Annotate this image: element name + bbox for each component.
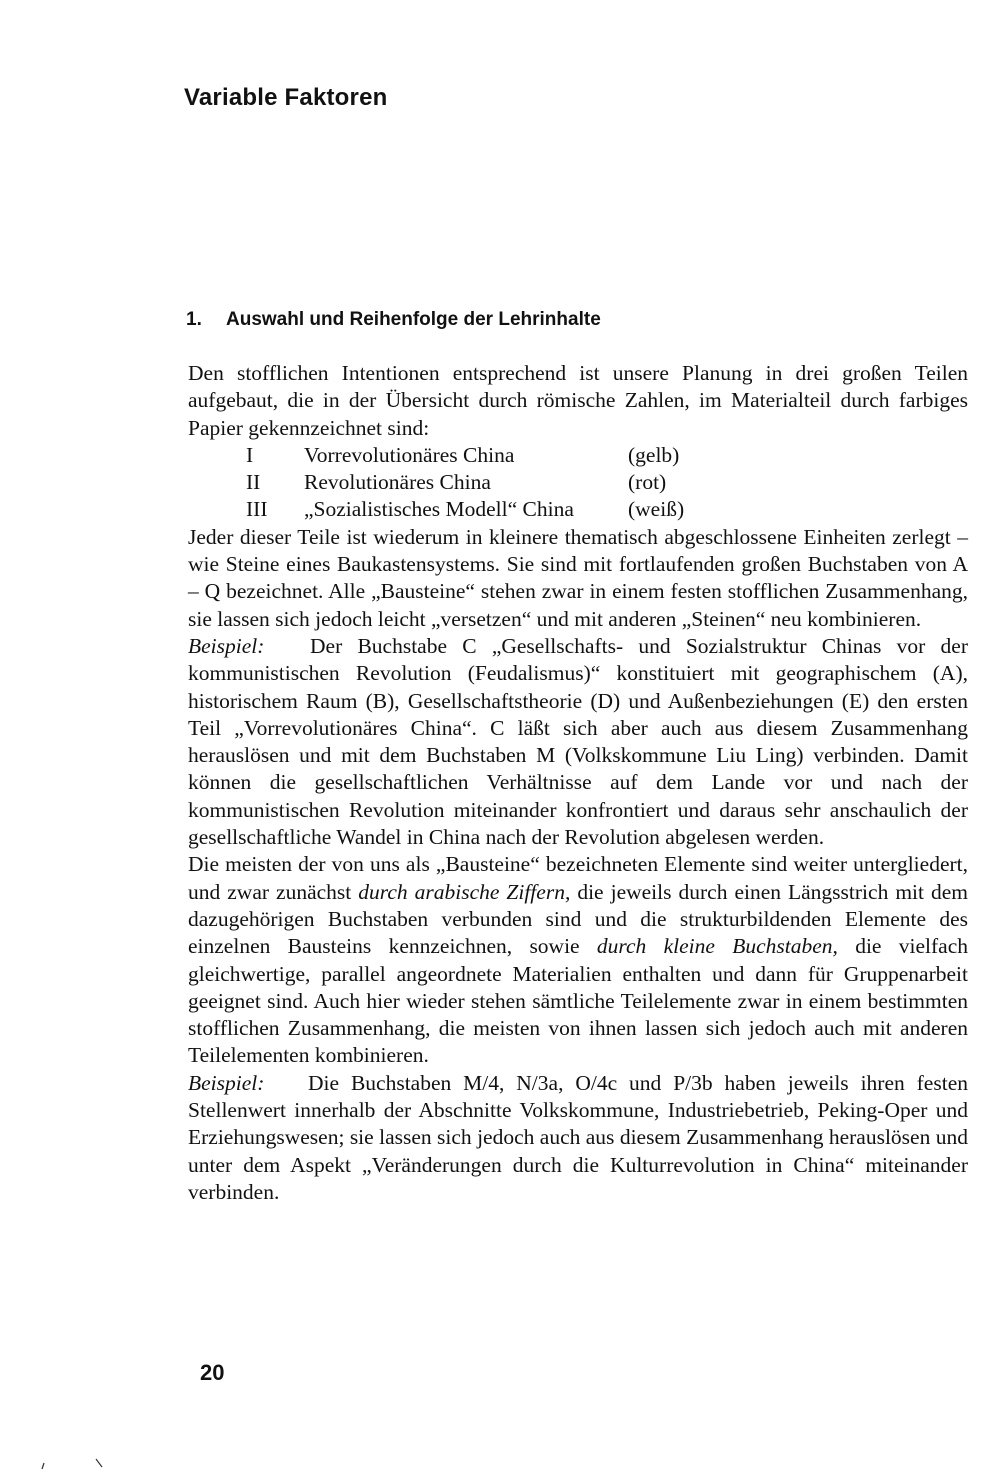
example-text: Der Buchstabe C „Gesellschafts- und Sozialstruktur Chinas vor der kommunistischen Revolution (Feudalismus)“ konstituiert mit geographischem (A), historischem Raum (B), Gesellschaftstheorie (D) und Außenbeziehungen (E) den ersten Teil „Vorrevolutionäres China“. C läßt sich aber auch aus diesem Zusammenhang herauslösen und mit dem Buchstaben M (Volkskommune Liu Ling) verbinden. Damit können die gesellschaftlichen Verhältnisse auf dem Lande vor und nach der kommunistischen Revolution miteinander konfrontiert und daraus sehr anschaulich der gesellschaftliche Wandel in China nach der Revolution abgelesen werden. bbox=[188, 633, 968, 850]
page-number: 20 bbox=[200, 1360, 225, 1385]
intro-paragraph: Den stofflichen Intentionen entsprechend ist unsere Planung in drei großen Teilen aufgebaut, die in der Übersicht durch römische Zahlen, im Materialteil durch farbiges Papier gekennzeichnet sind: bbox=[188, 361, 968, 440]
running-head: Variable Faktoren bbox=[184, 84, 388, 111]
paragraph-text: die jeweils durch einen Längsstrich mit dem dazugehörigen Buchstaben verbunden sind und die strukturbildenden Elemente des einzelnen Bausteins kennzeichnen, sowie bbox=[188, 879, 968, 959]
paragraph-text: die vielfach gleichwertige, parallel angeordnete Materialien enthalten und dann für Gruppenarbeit geeignet sind. Auch hier wieder stehen sämtliche Teilelemente zwar in einem bestimmten stofflichen Zusammenhang, die meisten von ihnen lassen sich jedoch auch mit anderen Teilelementen kombinieren. bbox=[188, 934, 968, 1068]
list-item bbox=[188, 496, 968, 523]
example-2 bbox=[188, 1070, 968, 1206]
part-title: Revolutionäres China bbox=[304, 470, 491, 495]
paragraph-text: Die meisten der von uns als „Bausteine“ bezeichneten Elemente sind weiter untergliedert, und zwar zunächst bbox=[188, 852, 968, 904]
paragraph-subdivision bbox=[188, 851, 968, 1069]
part-numeral: II bbox=[246, 470, 261, 495]
list-item bbox=[188, 442, 968, 469]
example-1 bbox=[188, 633, 968, 851]
part-color: (weiß) bbox=[628, 497, 685, 522]
section-number: 1. bbox=[186, 309, 202, 330]
parts-list bbox=[188, 442, 968, 524]
part-numeral: III bbox=[246, 497, 268, 522]
emphasis-arabic-numerals: durch arabische Ziffern, bbox=[358, 879, 571, 904]
paragraph-building-blocks: Jeder dieser Teile ist wiederum in kleinere thematisch abgeschlossene Einheiten zerlegt – wie Steine eines Baukastensystems. Sie sind mit fortlaufenden großen Buchstaben von A – Q bezeichnet. Alle „Bausteine“ stehen zwar in einem festen stofflichen Zusammenhang, sie lassen sich jedoch leicht „versetzen“ und mit anderen „Steinen“ neu kombinieren. bbox=[188, 524, 968, 631]
section-heading bbox=[186, 309, 601, 331]
part-title: Vorrevolutionäres China bbox=[304, 442, 515, 467]
part-color: (gelb) bbox=[628, 442, 680, 467]
part-color: (rot) bbox=[628, 470, 667, 495]
part-numeral: I bbox=[246, 442, 254, 467]
part-title: „Sozialistisches Modell“ China bbox=[304, 497, 574, 522]
section-title: Auswahl und Reihenfolge der Lehrinhalte bbox=[226, 309, 601, 330]
scan-specks bbox=[38, 1455, 108, 1473]
example-label: Beispiel: bbox=[188, 633, 265, 658]
example-label: Beispiel: bbox=[188, 1070, 265, 1095]
emphasis-small-letters: durch kleine Buchstaben, bbox=[596, 934, 838, 959]
example-text: Die Buchstaben M/4, N/3a, O/4c und P/3b haben jeweils ihren festen Stellenwert innerhalb der Abschnitte Volkskommune, Industriebetrieb, Peking-Oper und Erziehungswesen; sie lassen sich jedoch auch aus diesem Zusammenhang herauslösen und unter dem Aspekt „Veränderungen durch die Kulturrevolution in China“ miteinander verbinden. bbox=[188, 1070, 968, 1204]
body-text bbox=[188, 360, 968, 1206]
list-item bbox=[188, 469, 968, 496]
